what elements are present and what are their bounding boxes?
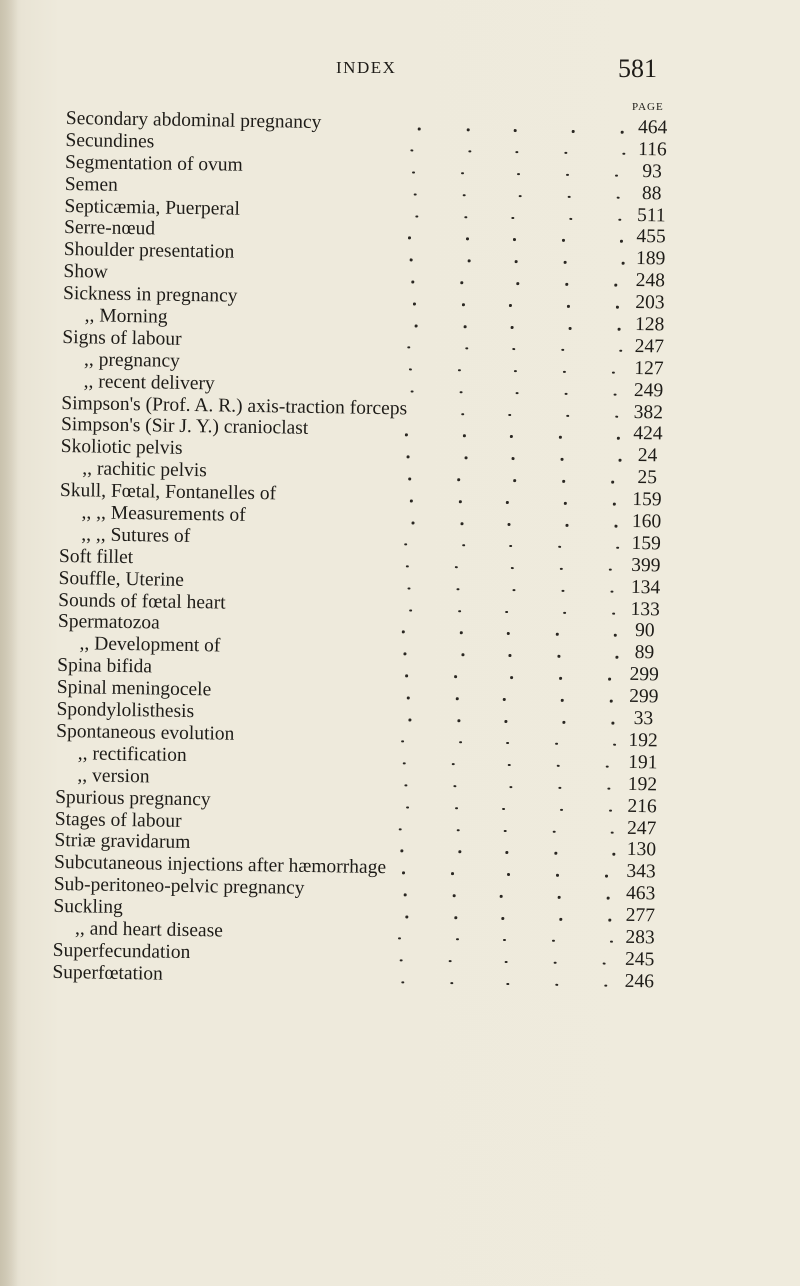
leader-dot xyxy=(454,916,457,919)
leader-dot xyxy=(459,741,462,744)
leader-dot xyxy=(557,655,560,658)
leader-dot xyxy=(567,305,570,308)
leader-dot xyxy=(450,982,453,985)
leader-dot xyxy=(513,479,516,482)
leader-dot xyxy=(619,459,622,462)
index-entry-term: Skoliotic pelvis xyxy=(60,436,183,460)
leader-dot xyxy=(556,874,559,877)
index-entry-term: ,, recent delivery xyxy=(83,371,215,395)
index-entry-page: 299 xyxy=(629,686,659,708)
leader-dot xyxy=(456,697,459,700)
leader-dot xyxy=(505,851,508,854)
leader-dot xyxy=(505,611,508,614)
leader-dot xyxy=(460,391,463,394)
leader-dot xyxy=(452,763,455,766)
leader-dot xyxy=(555,984,558,987)
index-entry-term: Spontaneous evolution xyxy=(56,720,235,745)
leader-dot xyxy=(461,654,464,657)
index-entry-page: 247 xyxy=(634,335,665,358)
leader-dot xyxy=(617,196,620,199)
index-entry-page: 88 xyxy=(641,182,662,205)
leader-dot xyxy=(557,765,560,768)
leader-dot xyxy=(563,611,566,614)
leader-dot xyxy=(511,326,514,329)
index-entry-page: 127 xyxy=(634,357,664,380)
index-entry-term: Subcutaneous injections after hæmorrhage xyxy=(53,852,387,879)
leader-dot xyxy=(612,371,615,374)
leader-dot xyxy=(407,346,410,349)
leader-dot xyxy=(618,328,621,331)
page-number: 581 xyxy=(618,54,657,83)
index-entry-term: ,, and heart disease xyxy=(74,918,224,942)
leader-dot xyxy=(609,568,612,571)
leader-dot xyxy=(568,196,571,199)
leader-dot xyxy=(564,502,567,505)
index-entry-term: ,, pregnancy xyxy=(83,349,181,372)
leader-dot xyxy=(615,415,618,418)
leader-dot xyxy=(456,938,459,941)
leader-dot xyxy=(566,174,569,177)
leader-dot xyxy=(512,589,515,592)
index-entry-page: 216 xyxy=(627,795,657,817)
leader-dot xyxy=(615,656,618,659)
leader-dot xyxy=(418,128,421,131)
leader-dot xyxy=(458,851,461,854)
leader-dot xyxy=(468,150,471,153)
leader-dot xyxy=(465,347,468,350)
leader-dot xyxy=(454,675,457,678)
index-entry-term: Sickness in pregnancy xyxy=(62,283,238,307)
index-entry-page: 130 xyxy=(626,839,657,861)
leader-dot xyxy=(559,918,562,921)
leader-dot xyxy=(461,172,464,175)
leader-dot xyxy=(561,349,564,352)
leader-dot xyxy=(572,130,575,133)
leader-dot xyxy=(608,919,611,922)
leader-dot xyxy=(404,894,407,897)
leader-dot xyxy=(621,131,624,134)
leader-dot xyxy=(611,831,614,834)
leader-dot xyxy=(569,327,572,330)
leader-dot xyxy=(462,303,465,306)
leader-dot xyxy=(463,435,466,438)
leader-dot xyxy=(615,174,618,177)
leader-dot xyxy=(507,632,510,635)
leader-dot xyxy=(617,437,620,440)
leader-dot xyxy=(458,610,461,613)
leader-dot xyxy=(611,722,614,725)
leader-dot xyxy=(411,281,414,284)
index-entry-term: Spermatozoa xyxy=(57,611,160,635)
index-entry-page: 93 xyxy=(642,160,662,183)
leader-dot xyxy=(622,153,625,156)
leader-dot xyxy=(513,238,516,241)
index-entry-page: 24 xyxy=(637,445,658,467)
index-entry-page: 343 xyxy=(626,861,656,883)
leader-dot xyxy=(514,370,517,373)
leader-dot xyxy=(564,152,567,155)
leader-dot xyxy=(404,784,407,787)
leader-dot xyxy=(604,984,607,987)
leader-dot xyxy=(614,525,617,528)
leader-dot xyxy=(565,393,568,396)
index-entry-term: Suckling xyxy=(53,895,123,919)
leader-dot xyxy=(509,304,512,307)
leader-dot xyxy=(561,590,564,593)
leader-dot xyxy=(552,940,555,943)
leader-dot xyxy=(610,941,613,944)
leader-dot xyxy=(613,744,616,747)
index-entry-term: Spondylolisthesis xyxy=(56,698,195,723)
index-entry-term: Sounds of fœtal heart xyxy=(58,589,226,614)
leader-dot xyxy=(409,609,412,612)
index-entry-page: 189 xyxy=(635,248,666,270)
leader-dot xyxy=(461,413,464,416)
leader-dot xyxy=(508,654,511,657)
index-entry-page: 382 xyxy=(633,401,664,423)
leader-dot xyxy=(509,786,512,789)
leader-dot xyxy=(569,217,572,220)
leader-dot xyxy=(603,962,606,965)
leader-dot xyxy=(612,612,615,615)
leader-dot xyxy=(555,743,558,746)
leader-dot xyxy=(466,238,469,241)
leader-dot xyxy=(465,457,468,460)
leader-dot xyxy=(504,720,507,723)
leader-dot xyxy=(611,481,614,484)
leader-dot xyxy=(457,829,460,832)
leader-dot xyxy=(463,194,466,197)
index-entry-term: Secondary abdominal pregnancy xyxy=(65,108,322,134)
index-entry-page: 464 xyxy=(637,116,668,139)
leader-dot xyxy=(401,981,404,984)
leader-dot xyxy=(618,218,621,221)
leader-dot xyxy=(399,828,402,831)
leader-dot xyxy=(405,675,408,678)
index-entry-page: 134 xyxy=(630,576,661,599)
leader-dot xyxy=(410,259,413,262)
leader-dot xyxy=(501,917,504,920)
index-entry-page: 245 xyxy=(624,948,655,971)
leader-dot xyxy=(449,960,452,963)
leader-dot xyxy=(506,983,509,986)
leader-dot xyxy=(503,939,506,942)
index-entry-term: ,, ,, Sutures of xyxy=(81,524,191,547)
leader-dot xyxy=(516,282,519,285)
leader-dot xyxy=(509,545,512,548)
leader-dot xyxy=(619,350,622,353)
leader-dot xyxy=(451,872,454,875)
index-entry-term: Spurious pregnancy xyxy=(55,786,211,810)
index-entry-term: Soft fillet xyxy=(58,545,134,568)
index-entry-page: 299 xyxy=(629,664,659,686)
leader-dot xyxy=(511,567,514,570)
leader-dot xyxy=(500,895,503,898)
index-entry-term: Simpson's (Prof. A. R.) axis-traction forceps xyxy=(61,392,408,419)
leader-dot xyxy=(406,565,409,568)
index-entry-term: ,, Morning xyxy=(84,305,168,328)
leader-dot xyxy=(607,787,610,790)
leader-dot xyxy=(505,961,508,964)
leader-dot xyxy=(515,151,518,154)
leader-dot xyxy=(502,808,505,811)
index-entry-page: 116 xyxy=(637,138,667,161)
leader-dot xyxy=(401,740,404,743)
leader-dot xyxy=(402,872,405,875)
leader-dot xyxy=(616,306,619,309)
index-entry-page: 159 xyxy=(632,489,662,511)
leader-dot xyxy=(562,721,565,724)
index-entry-term: Sub-peritoneo-pelvic pregnancy xyxy=(53,874,305,900)
leader-dot xyxy=(403,653,406,656)
leader-dot xyxy=(398,937,401,940)
leader-dot xyxy=(406,806,409,809)
leader-dot xyxy=(616,547,619,550)
leader-dot xyxy=(405,915,408,918)
running-head: INDEX xyxy=(336,58,397,77)
index-entry-page: 160 xyxy=(631,510,662,533)
leader-dot xyxy=(403,762,406,765)
index-entry-term: ,, version xyxy=(77,764,150,788)
leader-dot xyxy=(504,829,507,832)
leader-dot xyxy=(400,850,403,853)
leader-dot xyxy=(566,414,569,417)
index-entry-page: 283 xyxy=(625,926,655,949)
leader-dot xyxy=(456,588,459,591)
index-entry-term: Septicæmia, Puerperal xyxy=(64,195,241,220)
leader-dot xyxy=(610,590,613,593)
index-entry-page: 249 xyxy=(633,379,664,402)
leader-dot xyxy=(622,262,625,265)
index-entry-page: 511 xyxy=(636,204,666,226)
leader-dot xyxy=(460,281,463,284)
leader-dot xyxy=(412,171,415,174)
index-entry-term: Simpson's (Sir J. Y.) cranioclast xyxy=(60,414,309,440)
index-entry-page: 203 xyxy=(635,292,665,314)
leader-dot xyxy=(507,523,510,526)
leader-dot xyxy=(414,193,417,196)
leader-dot xyxy=(510,435,513,438)
leader-dot xyxy=(609,809,612,812)
leader-dot xyxy=(510,676,513,679)
leader-dot xyxy=(405,434,408,437)
index-entry-term: Superfœtation xyxy=(52,961,164,985)
leader-dot xyxy=(404,543,407,546)
leader-dot xyxy=(459,500,462,503)
index-entry-term: Striæ gravidarum xyxy=(54,830,191,854)
leader-dot xyxy=(512,457,515,460)
leader-dot xyxy=(503,698,506,701)
index-entry-term: Spinal meningocele xyxy=(56,677,212,701)
leader-dot xyxy=(407,697,410,700)
leader-dot xyxy=(460,632,463,635)
index-entry-term: Souffle, Uterine xyxy=(58,567,185,591)
index-entry-term: Stages of labour xyxy=(54,808,182,832)
leader-dot xyxy=(519,195,522,198)
index-entry-page: 159 xyxy=(631,532,662,555)
leader-dot xyxy=(561,699,564,702)
leader-dot xyxy=(564,261,567,264)
leader-dot xyxy=(468,260,471,263)
leader-dot xyxy=(402,631,405,634)
leader-dot xyxy=(411,390,414,393)
index-entry-term: Superfecundation xyxy=(52,939,191,963)
leader-dot xyxy=(559,677,562,680)
leader-dot xyxy=(413,303,416,306)
leader-dot xyxy=(613,503,616,506)
leader-dot xyxy=(458,369,461,372)
leader-dot xyxy=(462,544,465,547)
leader-dot xyxy=(512,348,515,351)
leader-dot xyxy=(407,456,410,459)
index-entry-page: 192 xyxy=(628,729,658,752)
leader-dot xyxy=(614,284,617,287)
leader-dot xyxy=(400,959,403,962)
leader-dot xyxy=(407,587,410,590)
leader-dot xyxy=(408,237,411,240)
index-entry-page: 192 xyxy=(627,773,658,796)
dot-leader xyxy=(386,967,616,993)
index-entry-page: 424 xyxy=(633,423,663,445)
index-entry-term: Show xyxy=(63,261,109,283)
index-entry-page: 277 xyxy=(625,904,656,927)
leader-dot xyxy=(415,325,418,328)
leader-dot xyxy=(553,830,556,833)
leader-dot xyxy=(517,173,520,176)
leader-dot xyxy=(556,633,559,636)
index-entry-page: 90 xyxy=(634,620,655,642)
index-entry-page: 248 xyxy=(635,270,666,292)
leader-dot xyxy=(562,239,565,242)
leader-dot xyxy=(620,240,623,243)
index-entry-term: ,, rectification xyxy=(77,743,187,766)
leader-dot xyxy=(554,962,557,965)
leader-dot xyxy=(506,501,509,504)
leader-dot xyxy=(558,546,561,549)
leader-dot xyxy=(558,896,561,899)
index-entry-page: 89 xyxy=(634,642,655,664)
index-entry-page: 246 xyxy=(624,970,655,993)
page-column-label: PAGE xyxy=(632,101,664,113)
leader-dot xyxy=(506,742,509,745)
index-entry-term: Skull, Fœtal, Fontanelles of xyxy=(59,480,277,505)
index-entry-term: ,, ,, Measurements of xyxy=(81,502,246,526)
leader-dot xyxy=(453,785,456,788)
leader-dot xyxy=(610,700,613,703)
index-entry-page: 463 xyxy=(625,883,656,905)
leader-dot xyxy=(464,325,467,328)
leader-dot xyxy=(409,368,412,371)
leader-dot xyxy=(516,392,519,395)
leader-dot xyxy=(415,215,418,218)
leader-dot xyxy=(410,500,413,503)
leader-dot xyxy=(457,719,460,722)
index-entry-list xyxy=(0,107,800,995)
index-entry-page: 191 xyxy=(628,751,658,774)
index-entry-page: 25 xyxy=(637,467,658,489)
index-entry-page: 33 xyxy=(633,708,654,730)
index-entry-term: Secundines xyxy=(65,129,155,153)
index-entry-page: 128 xyxy=(634,313,665,336)
leader-dot xyxy=(558,787,561,790)
index-entry-term: Signs of labour xyxy=(62,326,182,350)
leader-dot xyxy=(467,128,470,131)
index-entry-term: Shoulder presentation xyxy=(63,239,235,264)
index-entry-term: Spina bifida xyxy=(57,655,153,678)
index-entry-term: Semen xyxy=(64,173,119,196)
leader-dot xyxy=(565,524,568,527)
leader-dot xyxy=(608,678,611,681)
leader-dot xyxy=(508,764,511,767)
index-entry-term: ,, rachitic pelvis xyxy=(82,458,208,482)
leader-dot xyxy=(507,873,510,876)
leader-dot xyxy=(559,436,562,439)
leader-dot xyxy=(508,414,511,417)
leader-dot xyxy=(565,283,568,286)
leader-dot xyxy=(455,807,458,810)
leader-dot xyxy=(464,216,467,219)
index-entry-page: 247 xyxy=(626,817,657,839)
leader-dot xyxy=(453,894,456,897)
leader-dot xyxy=(408,478,411,481)
leader-dot xyxy=(561,458,564,461)
leader-dot xyxy=(410,149,413,152)
leader-dot xyxy=(511,217,514,220)
leader-dot xyxy=(514,129,517,132)
index-entry-term: ,, Development of xyxy=(79,633,221,657)
index-entry-page: 133 xyxy=(630,598,660,620)
index-entry-page: 399 xyxy=(631,554,661,577)
leader-dot xyxy=(563,371,566,374)
leader-dot xyxy=(606,765,609,768)
index-entry-term: Segmentation of ovum xyxy=(64,151,243,176)
leader-dot xyxy=(605,875,608,878)
leader-dot xyxy=(457,478,460,481)
leader-dot xyxy=(560,568,563,571)
leader-dot xyxy=(614,634,617,637)
leader-dot xyxy=(461,522,464,525)
index-entry-term: Serre-nœud xyxy=(63,217,156,240)
leader-dot xyxy=(614,393,617,396)
leader-dot xyxy=(554,852,557,855)
leader-dot xyxy=(612,853,615,856)
leader-dot xyxy=(455,566,458,569)
leader-dot xyxy=(607,897,610,900)
leader-dot xyxy=(515,260,518,263)
leader-dot xyxy=(560,808,563,811)
leader-dot xyxy=(408,719,411,722)
leader-dot xyxy=(562,480,565,483)
index-entry-page: 455 xyxy=(636,226,666,248)
leader-dot xyxy=(412,522,415,525)
